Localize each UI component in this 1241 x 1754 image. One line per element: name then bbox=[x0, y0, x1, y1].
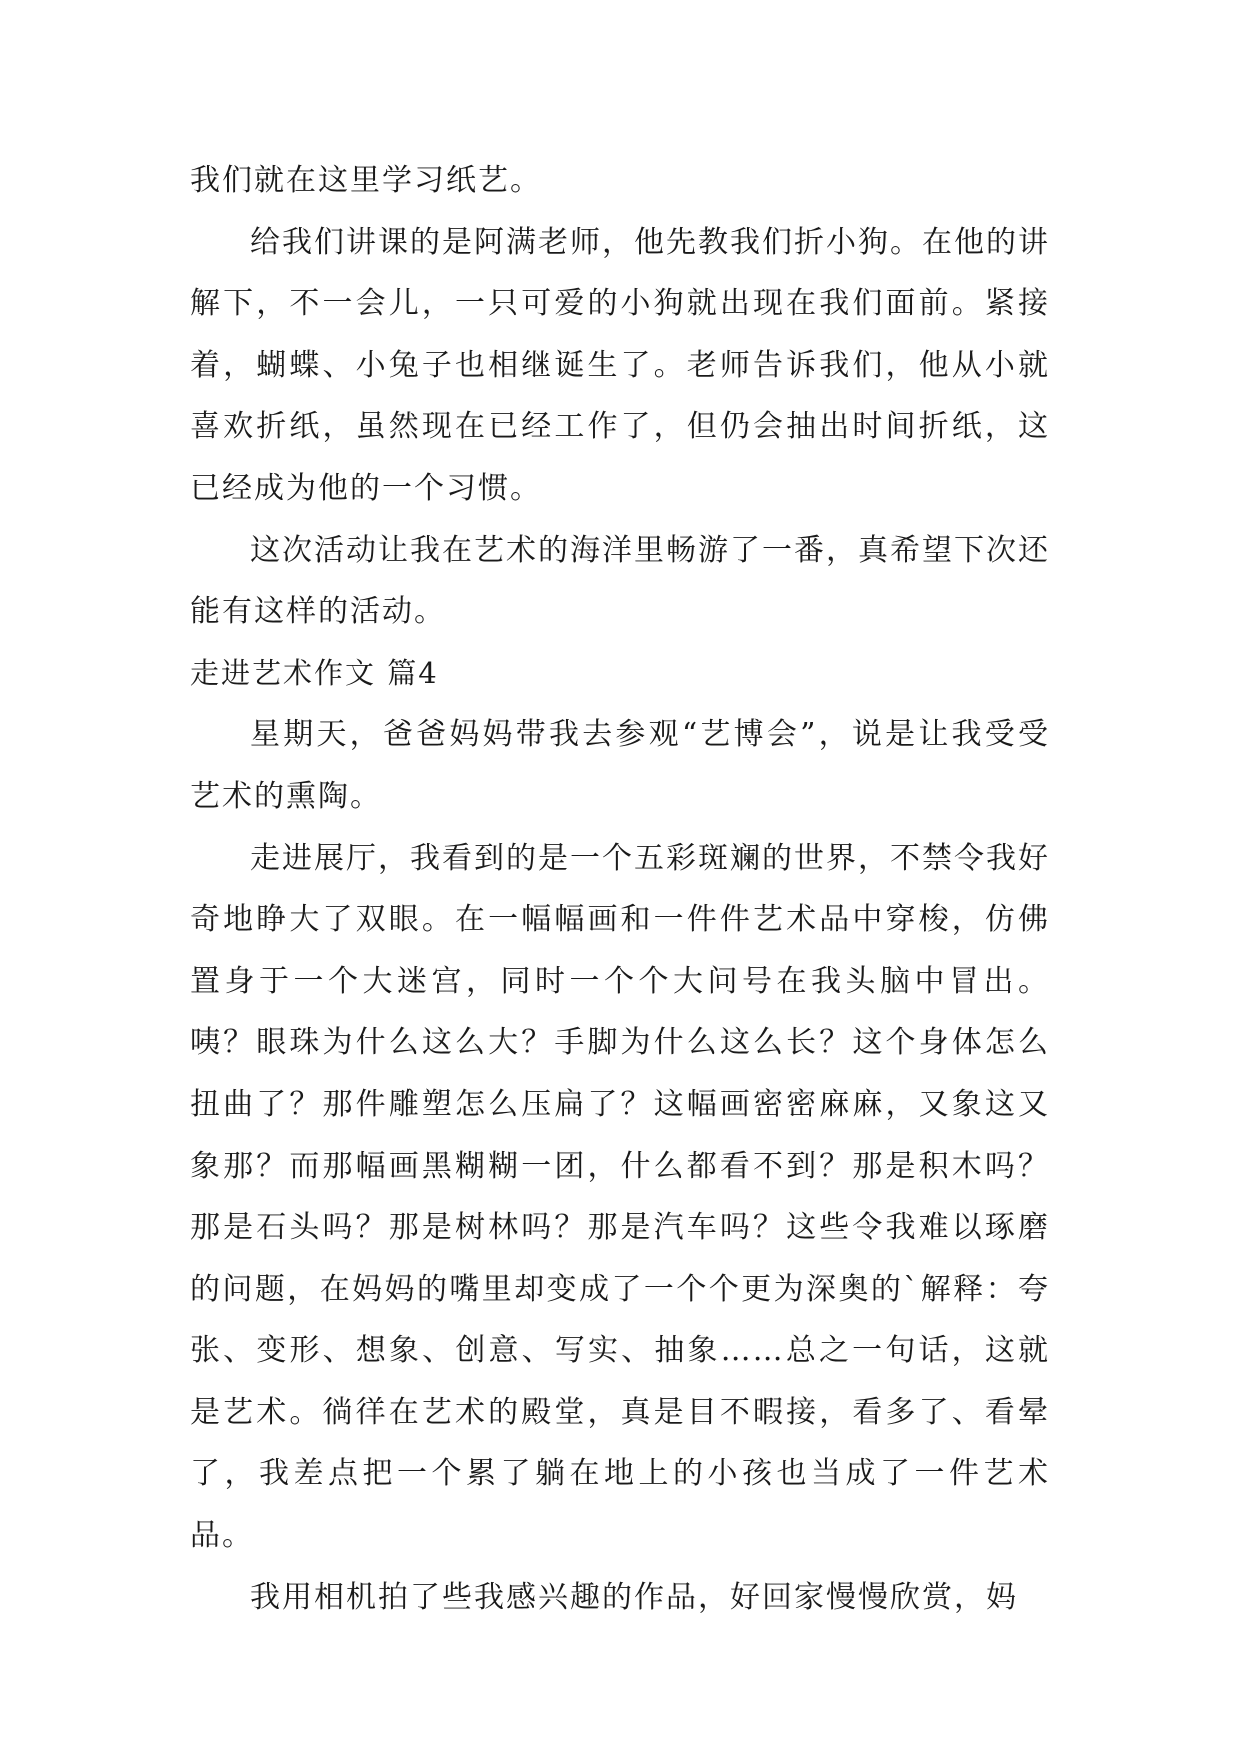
paragraph-activity-wish: 这次活动让我在艺术的海洋里畅游了一番，真希望下次还能有这样的活动。 bbox=[190, 532, 1050, 630]
document-body bbox=[190, 150, 1050, 1628]
paragraph-exhibition-hall: 走进展厅，我看到的是一个五彩斑斓的世界，不禁令我好奇地睁大了双眼。在一幅幅画和一件件艺术品中穿梭，仿佛置身于一个大迷宫，同时一个个大问号在我头脑中冒出。咦？眼珠为什么这么大？手脚为什么这么长？这个身体怎么扭曲了？那件雕塑怎么压扁了？这幅画密密麻麻，又象这又象那？而那幅画黑糊糊一团，什么都看不到？那是积木吗？那是石头吗？那是树林吗？那是汽车吗？这些令我难以琢磨的问题，在妈妈的嘴里却变成了一个个更为深奥的`解释：夸张、变形、想象、创意、写实、抽象……总之一句话，这就是艺术。徜徉在艺术的殿堂，真是目不暇接，看多了、看晕了，我差点把一个累了躺在地上的小孩也当成了一件艺术品。 bbox=[190, 840, 1050, 1554]
paragraph-sunday: 星期天，爸爸妈妈带我去参观“艺博会”，说是让我受受艺术的熏陶。 bbox=[190, 717, 1050, 814]
paragraph-teacher: 给我们讲课的是阿满老师，他先教我们折小狗。在他的讲解下，不一会儿，一只可爱的小狗就出现在我们面前。紧接着，蝴蝶、小兔子也相继诞生了。老师告诉我们，他从小就喜欢折纸，虽然现在已经工作了，但仍会抽出时间折纸，这已经成为他的一个习惯。 bbox=[190, 224, 1050, 506]
paragraph-camera: 我用相机拍了些我感兴趣的作品，好回家慢慢欣赏，妈 bbox=[250, 1579, 1018, 1615]
section-heading: 走进艺术作文 篇4 bbox=[190, 655, 439, 690]
paragraph-continuation: 我们就在这里学习纸艺。 bbox=[190, 163, 542, 198]
